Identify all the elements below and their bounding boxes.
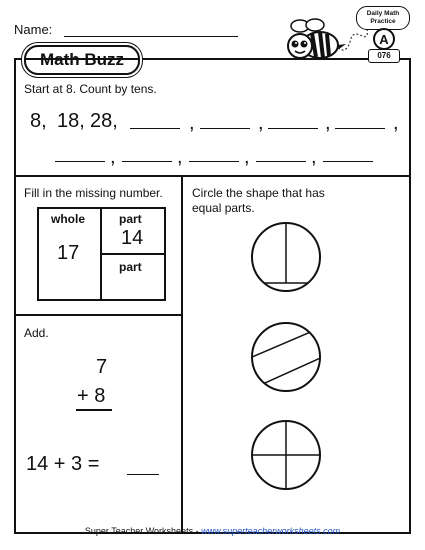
part-value-top: 14 bbox=[121, 227, 144, 249]
circle-shape-1[interactable] bbox=[250, 220, 322, 294]
badge-number: 076 bbox=[368, 49, 400, 63]
sequence-comma: , bbox=[177, 146, 183, 168]
answer-blank-9[interactable] bbox=[323, 161, 373, 162]
badge-letter: A bbox=[373, 28, 395, 50]
daily-practice-badge bbox=[356, 6, 410, 30]
sequence-comma: , bbox=[258, 112, 264, 134]
sequence-value-1: 8, bbox=[30, 110, 47, 132]
sequence-comma: , bbox=[110, 146, 116, 168]
answer-blank-8[interactable] bbox=[256, 161, 306, 162]
sequence-value-3: 28, bbox=[90, 110, 118, 132]
answer-blank-1[interactable] bbox=[130, 128, 180, 129]
answer-blank-7[interactable] bbox=[189, 161, 239, 162]
sequence-comma: , bbox=[189, 112, 195, 134]
answer-blank-2[interactable] bbox=[200, 128, 250, 129]
footer bbox=[0, 526, 425, 536]
answer-blank-6[interactable] bbox=[122, 161, 172, 162]
sequence-comma: , bbox=[325, 112, 331, 134]
circle-shape-2[interactable] bbox=[250, 320, 322, 394]
answer-blank-3[interactable] bbox=[268, 128, 318, 129]
sequence-comma: , bbox=[393, 112, 399, 134]
name-line[interactable] bbox=[64, 36, 238, 37]
page-title: Math Buzz bbox=[39, 50, 125, 69]
divider-top bbox=[14, 175, 411, 177]
footer-text: Super Teacher Worksheets - bbox=[84, 526, 202, 536]
sequence-comma: , bbox=[244, 146, 250, 168]
equation-answer-blank[interactable] bbox=[127, 474, 159, 475]
whole-value: 17 bbox=[57, 242, 80, 264]
answer-blank-5[interactable] bbox=[55, 161, 105, 162]
sequence-comma: , bbox=[311, 146, 317, 168]
part-label-top: part bbox=[119, 212, 142, 226]
sum-line bbox=[76, 409, 112, 411]
badge-line2: Practice bbox=[370, 18, 396, 25]
footer-link[interactable]: www.superteacherworksheets.com bbox=[201, 526, 341, 536]
badge-line1: Daily Math bbox=[366, 10, 400, 17]
addend-bottom: + 8 bbox=[77, 385, 106, 407]
sequence-value-2: 18, bbox=[57, 110, 85, 132]
shape-instruction-line2: equal parts. bbox=[192, 201, 255, 215]
equation: 14 + 3 = bbox=[26, 453, 100, 475]
name-label: Name: bbox=[14, 22, 53, 37]
whole-label: whole bbox=[51, 212, 86, 226]
number-bond-divider-h bbox=[100, 253, 166, 255]
answer-blank-4[interactable] bbox=[335, 128, 385, 129]
circle-shape-3[interactable] bbox=[250, 418, 322, 492]
divider-vertical bbox=[181, 175, 183, 534]
part-label-bottom[interactable]: part bbox=[119, 260, 142, 274]
shape-instruction-line1: Circle the shape that has bbox=[192, 186, 325, 200]
missing-number-instruction: Fill in the missing number. bbox=[24, 186, 163, 200]
count-instruction: Start at 8. Count by tens. bbox=[24, 82, 157, 96]
divider-left bbox=[14, 314, 182, 316]
add-instruction: Add. bbox=[24, 326, 49, 340]
title-badge bbox=[24, 45, 140, 75]
addend-top: 7 bbox=[96, 356, 108, 378]
